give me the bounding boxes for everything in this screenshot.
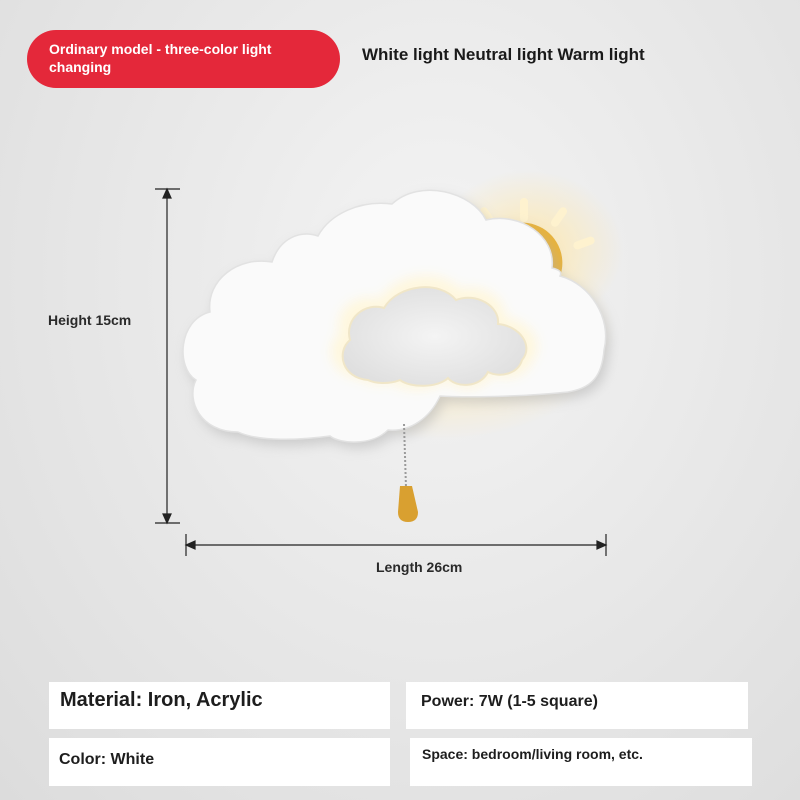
height-label: Height 15cm	[48, 312, 132, 328]
space-spec: Space: bedroom/living room, etc.	[410, 738, 752, 786]
height-dimension-line	[155, 189, 180, 523]
power-spec: Power: 7W (1-5 square)	[406, 682, 748, 729]
material-spec: Material: Iron, Acrylic	[49, 682, 390, 729]
color-spec: Color: White	[49, 738, 390, 786]
pull-pendant-icon	[398, 486, 418, 522]
length-label: Length 26cm	[376, 559, 463, 575]
length-dimension-line	[186, 534, 606, 556]
model-badge: Ordinary model - three-color light changing	[27, 30, 340, 88]
light-modes-text: White light Neutral light Warm light	[362, 45, 645, 64]
